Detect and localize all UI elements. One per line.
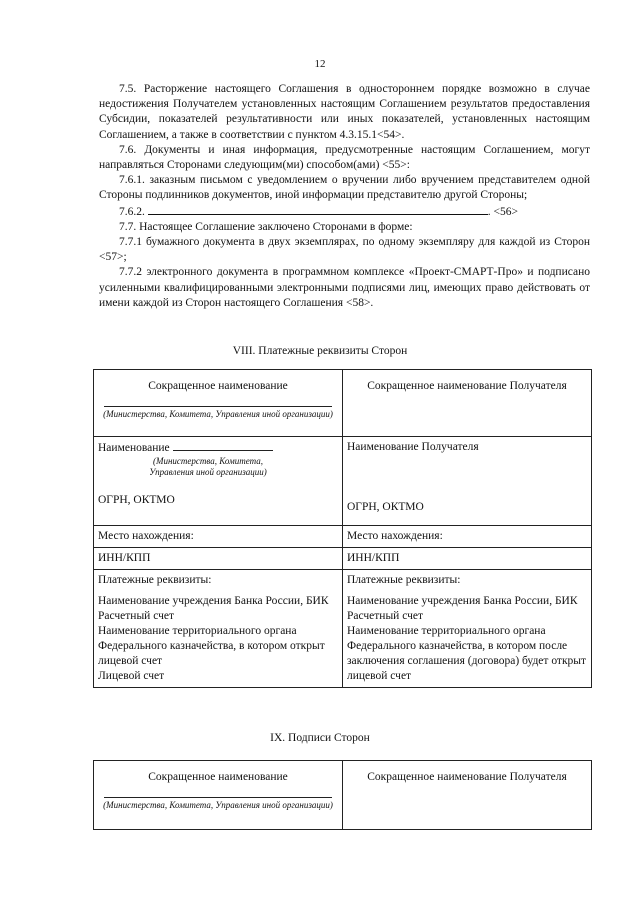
table-row [94, 437, 592, 526]
left-header: Сокращенное наименование [148, 380, 288, 392]
right-payment-cell [343, 570, 592, 688]
sign-left-cell [94, 761, 343, 830]
clause-7-6-1: 7.6.1. заказным письмом с уведомлением о вручении либо вручением представителем одной Стороны подлинников документов, иной информации представителю другой Стороны; [99, 174, 590, 202]
right-location: Место нахождения: [343, 526, 592, 548]
right-bank-name: Наименование учреждения Банка России, БИК [347, 595, 578, 607]
left-treasury: Наименование территориального органа Федерального казначейства, в котором открыт лицевой счет [98, 625, 325, 667]
sign-right-header: Сокращенное наименование Получателя [367, 771, 567, 783]
left-location: Место нахождения: [94, 526, 343, 548]
clause-7-6-2 [99, 204, 590, 220]
clause-7-7: 7.7. Настоящее Соглашение заключено Сторонами в форме: [119, 220, 413, 233]
clause-7-6-2-footnote: . <56> [487, 205, 518, 218]
section-8-title: VIII. Платежные реквизиты Сторон [232, 345, 408, 357]
left-personal-account: Лицевой счет [98, 670, 165, 682]
page-number: 12 [314, 58, 326, 70]
left-header-note: (Министерства, Комитета, Управления иной организации) [103, 409, 333, 419]
table-row [94, 526, 592, 548]
left-payment-cell [94, 570, 343, 688]
left-name-label: Наименование [98, 442, 170, 454]
right-payment-label: Платежные реквизиты: [347, 574, 461, 586]
left-ogrn: ОГРН, ОКТМО [98, 494, 175, 506]
table-row [94, 548, 592, 570]
right-name-cell [343, 437, 592, 526]
right-account: Расчетный счет [347, 610, 423, 622]
right-ogrn: ОГРН, ОКТМО [347, 501, 424, 513]
sign-left-header: Сокращенное наименование [148, 771, 288, 783]
left-account: Расчетный счет [98, 610, 174, 622]
table-row [94, 370, 592, 437]
fill-line [148, 204, 488, 215]
clause-7-5: 7.5. Расторжение настоящего Соглашения в одностороннем порядке возможно в случае недостижения Получателем установленных настоящим Соглашением результатов предоставления Субсидии, показателей результативности или иных показателей, установленных настоящим Соглашением, а также в соответствии с пунктом 4.3.15.1<54>. [99, 83, 590, 141]
left-name-note: (Министерства, Комитета, Управления иной организации) [149, 456, 267, 477]
section-9-title: IX. Подписи Сторон [270, 732, 370, 744]
right-inn: ИНН/КПП [343, 548, 592, 570]
clause-7-7-1: 7.7.1 бумажного документа в двух экземплярах, по одному экземпляру для каждой из Сторон <57>; [99, 236, 590, 264]
table-row [94, 761, 592, 830]
signature-line [104, 406, 332, 407]
agreement-clauses [99, 82, 590, 311]
left-payment-label: Платежные реквизиты: [98, 574, 212, 586]
left-name-row [98, 440, 338, 456]
right-treasury: Наименование территориального органа Федерального казначейства, в котором после заключения соглашения (договора) будет открыт лицевой счет [347, 625, 587, 682]
left-header-cell [94, 370, 343, 437]
right-header: Сокращенное наименование Получателя [367, 380, 567, 392]
sign-right-cell [343, 761, 592, 830]
payment-details-table [93, 369, 592, 688]
right-header-cell [343, 370, 592, 437]
name-line [173, 440, 273, 451]
right-name-label: Наименование Получателя [347, 441, 479, 453]
left-bank-name: Наименование учреждения Банка России, БИК [98, 595, 329, 607]
clause-7-7-2: 7.7.2 электронного документа в программном комплексе «Проект-СМАРТ-Про» и подписано усиленными квалифицированными электронными подписями лиц, имеющих право действовать от имени каждой из Сторон настоящего Соглашения <58>. [99, 266, 590, 309]
clause-7-6-2-number: 7.6.2. [119, 205, 145, 218]
sign-left-note: (Министерства, Комитета, Управления иной организации) [103, 800, 333, 810]
left-name-cell [94, 437, 343, 526]
left-inn: ИНН/КПП [94, 548, 343, 570]
signature-line [104, 797, 332, 798]
clause-7-6: 7.6. Документы и иная информация, предусмотренные настоящим Соглашением, могут направляться Сторонами следующим(ми) способом(ами) <55>: [99, 143, 590, 172]
table-row [94, 570, 592, 688]
signatures-table [93, 760, 592, 830]
